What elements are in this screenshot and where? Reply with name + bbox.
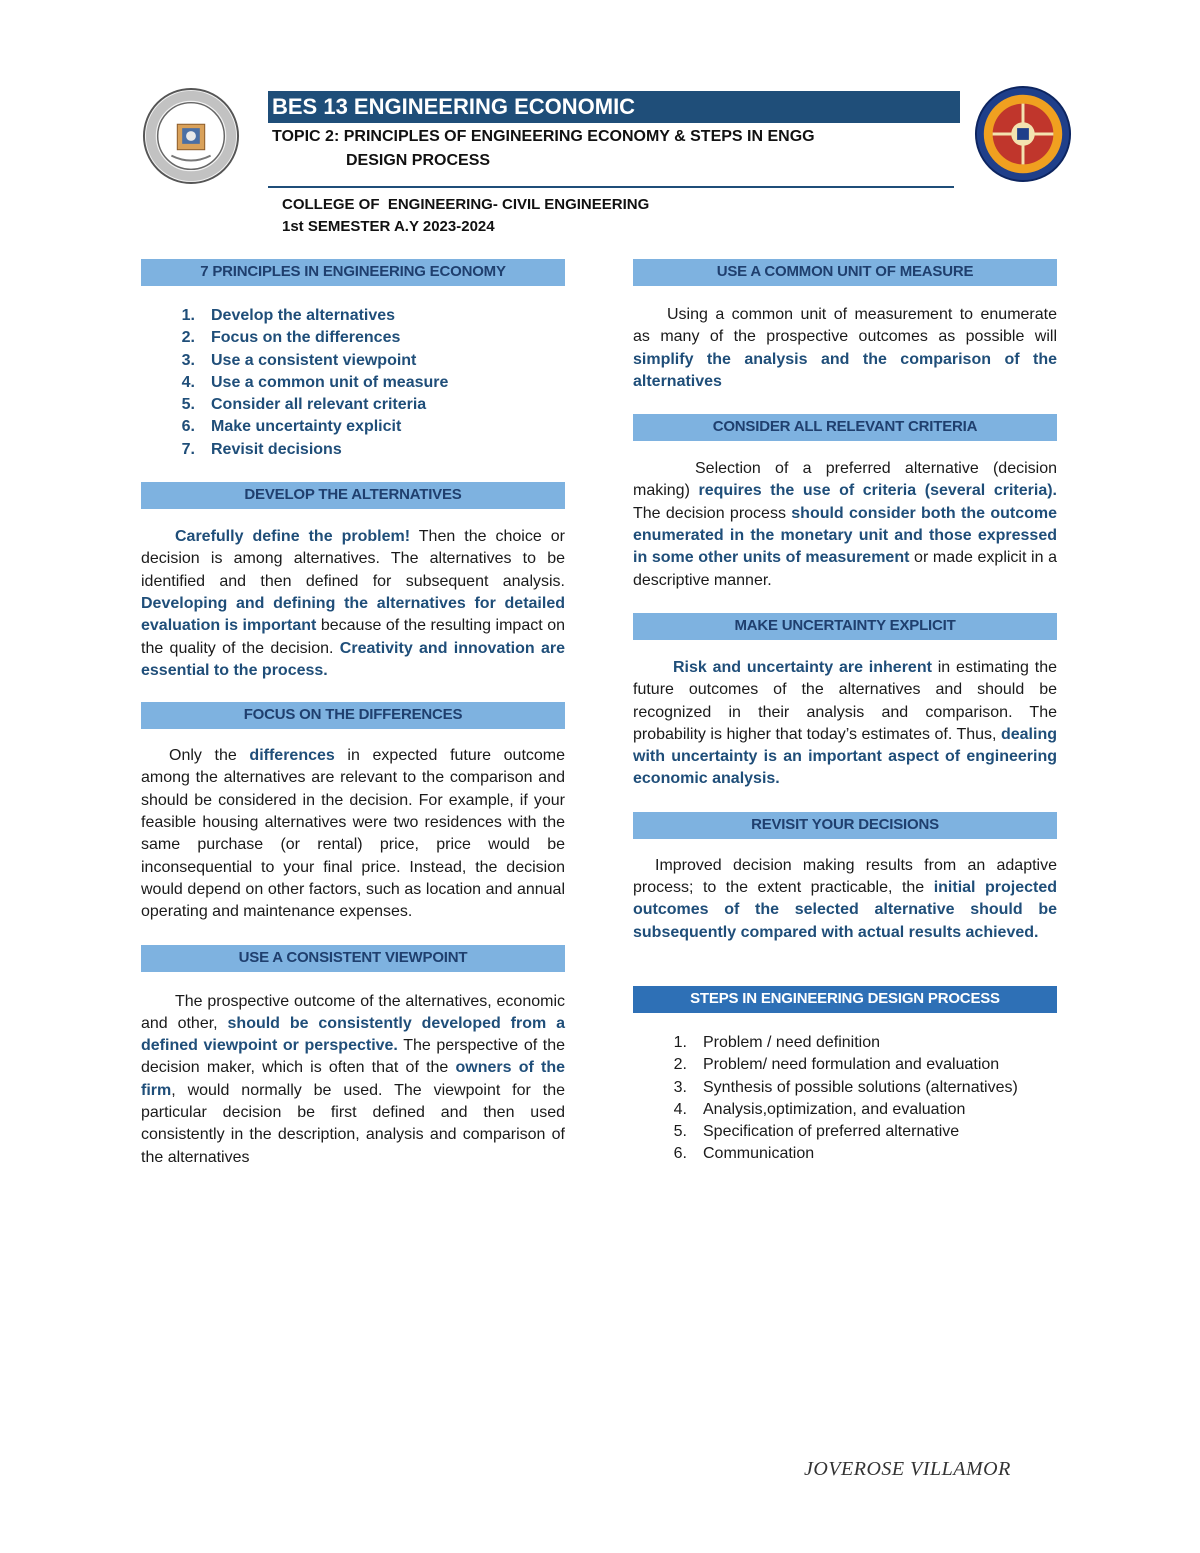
list-item: 3. Use a consistent viewpoint (181, 351, 417, 369)
viewpoint-heading: USE A CONSISTENT VIEWPOINT (141, 945, 565, 972)
bicol-university-college-of-engineering-seal-icon (974, 85, 1072, 183)
author-signature: JOVEROSE VILLAMOR (804, 1458, 1011, 1480)
list-item: 2. Problem/ need formulation and evaluation (673, 1056, 1000, 1074)
list-item: 2. Focus on the differences (181, 329, 401, 347)
common-unit-heading: USE A COMMON UNIT OF MEASURE (633, 259, 1057, 286)
list-item: 5. Specification of preferred alternative (673, 1123, 960, 1141)
list-item: 3. Synthesis of possible solutions (alternatives) (673, 1078, 1018, 1096)
revisit-heading: REVISIT YOUR DECISIONS (633, 812, 1057, 839)
revisit-paragraph: Improved decision making results from an adaptive process; to the extent practicable, the initial projected outcomes of the selected alternative should be subsequently compared with actual results achieved. (633, 856, 1057, 941)
focus-paragraph: Only the differences in expected future outcome among the alternatives are relevant to the comparison and should be considered in the decision. For example, if your feasible housing alternatives were two residences with the same purchase (or rental) price, price would be inconsequential to your final price. Instead, the decision would depend on other factors, such as location and annual operating and maintenance expenses. (141, 747, 566, 921)
list-item: 6. Communication (673, 1145, 815, 1163)
list-item: 1. Problem / need definition (673, 1033, 880, 1051)
list-item: 6. Make uncertainty explicit (181, 418, 402, 436)
criteria-heading: CONSIDER ALL RELEVANT CRITERIA (633, 414, 1057, 441)
college-name: COLLEGE OF ENGINEERING- CIVIL ENGINEERING (282, 196, 650, 213)
right-column (633, 259, 1057, 1166)
develop-heading: DEVELOP THE ALTERNATIVES (141, 482, 565, 509)
uncertainty-heading: MAKE UNCERTAINTY EXPLICIT (633, 613, 1057, 640)
left-column (141, 259, 565, 1169)
topic-title (272, 125, 962, 173)
uncertainty-paragraph: Risk and uncertainty are inherent in estimating the future outcomes of the alternatives and should be recognized in their analysis and comparison. The probability is higher that today’s estimates of. Thus, dealing with uncertainty is an important aspect of engineering economic analysis. (633, 658, 1058, 788)
list-item: 7. Revisit decisions (181, 440, 342, 458)
principles-list (141, 305, 565, 461)
college-info (282, 194, 649, 238)
course-title: BES 13 ENGINEERING ECONOMIC (268, 91, 960, 123)
topic-line-1: TOPIC 2: PRINCIPLES OF ENGINEERING ECONOMY & STEPS IN ENGG (272, 128, 815, 145)
list-item: 4. Analysis,optimization, and evaluation (673, 1100, 966, 1118)
viewpoint-paragraph: The prospective outcome of the alternatives, economic and other, should be consistently developed from a defined viewpoint or perspective. The perspective of the decision maker, which is often that of the owners of the firm, would normally be used. The viewpoint for the particular decision be first defined and then used consistently in the description, analysis and comparison of the alternatives (141, 992, 566, 1166)
list-item: 5. Consider all relevant criteria (181, 396, 427, 414)
list-item: 1. Develop the alternatives (181, 307, 396, 324)
bicol-university-seal-icon (142, 87, 240, 185)
common-unit-paragraph: Using a common unit of measurement to enumerate as many of the prospective outcomes as possible will simplify the analysis and the comparison of the alternatives (633, 306, 1057, 390)
steps-heading: STEPS IN ENGINEERING DESIGN PROCESS (633, 986, 1057, 1013)
develop-paragraph: Carefully define the problem! Then the choice or decision is among alternatives. The alternatives to be identified and then defined for subsequent analysis. Developing and defining the alternatives for detailed evaluation is important because of the resulting impact on the quality of the decision. Creativity and innovation are essential to the process. (141, 528, 566, 679)
criteria-paragraph: Selection of a preferred alternative (decision making) requires the use of criteria (several criteria). The decision process should consider both the outcome enumerated in the monetary unit and those expressed in some other units of measurement or made explicit in a descriptive manner. (633, 460, 1058, 589)
semester-label: 1st SEMESTER A.Y 2023-2024 (282, 218, 495, 235)
steps-list (633, 1032, 1057, 1166)
topic-line-2: DESIGN PROCESS (346, 152, 491, 169)
list-item: 4. Use a common unit of measure (181, 373, 449, 391)
principles-heading: 7 PRINCIPLES IN ENGINEERING ECONOMY (141, 259, 565, 286)
header-divider (268, 186, 954, 188)
focus-heading: FOCUS ON THE DIFFERENCES (141, 702, 565, 729)
